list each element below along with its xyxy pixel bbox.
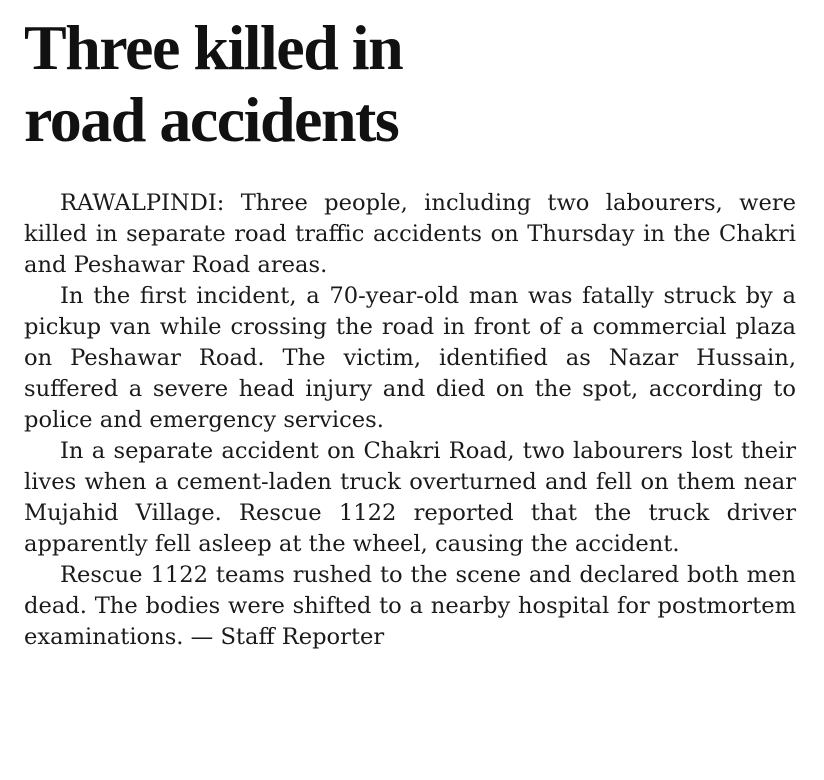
paragraph-4: Rescue 1122 teams rushed to the scene and declared both men dead. The bodies were shifted to a nearby hospital for postmortem examinations. — Staff Reporter — [24, 562, 796, 650]
headline-line-2: road accidents — [24, 84, 399, 155]
headline — [24, 0, 796, 156]
article-body — [24, 188, 796, 653]
paragraph-2: In the first incident, a 70-year-old man was fatally struck by a pickup van while crossing the road in front of a commercial plaza on Peshawar Road. The victim, identified as Nazar Hussain, suffered a severe head injury and died on the spot, according to police and emergency services. — [24, 283, 796, 433]
news-article — [24, 0, 796, 653]
paragraph-1: RAWALPINDI: Three people, including two labourers, were killed in separate road traffic accidents on Thursday in the Chakri and Peshawar Road areas. — [24, 190, 796, 278]
headline-line-1: Three killed in — [24, 12, 403, 83]
paragraph-3: In a separate accident on Chakri Road, two labourers lost their lives when a cement-laden truck overturned and fell on them near Mujahid Village. Rescue 1122 reported that the truck driver apparently fell asleep at the wheel, causing the accident. — [24, 438, 796, 557]
